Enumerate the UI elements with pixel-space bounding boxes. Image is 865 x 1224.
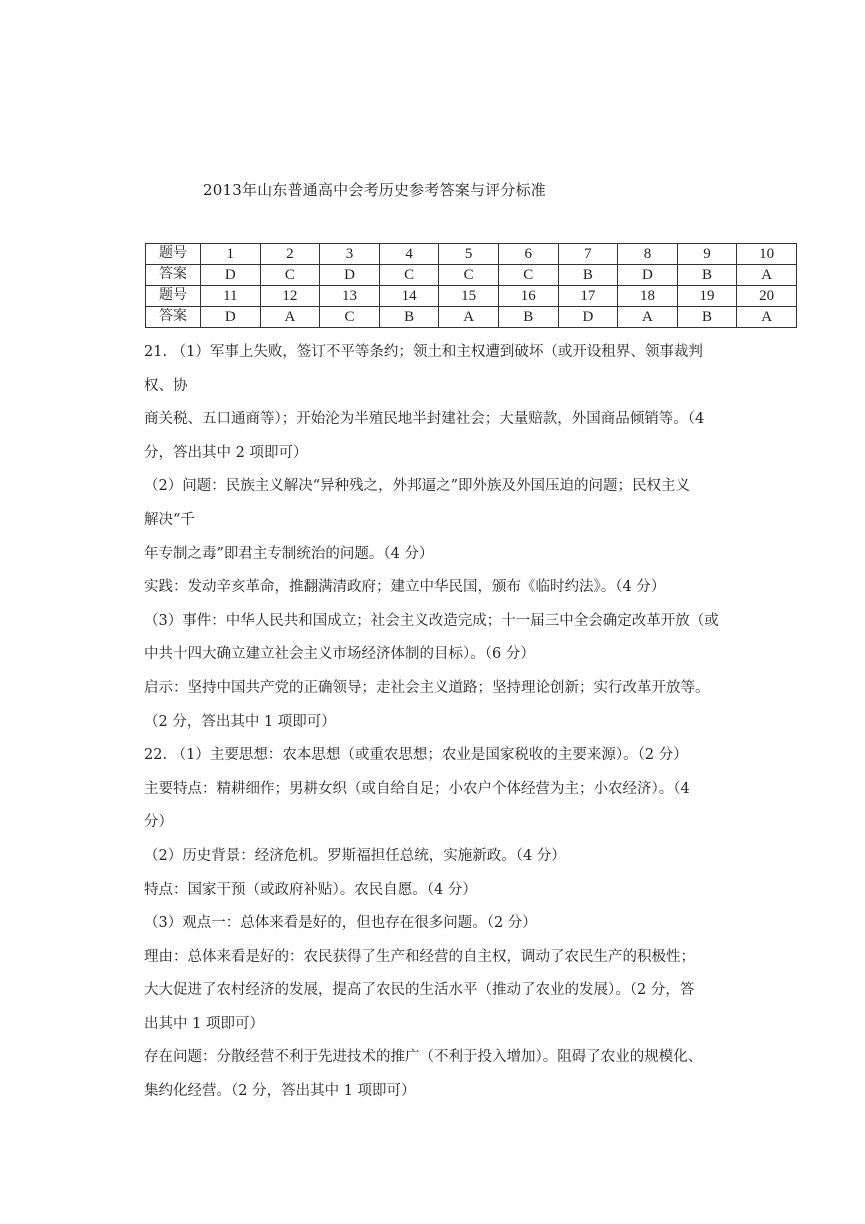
table-cell: A [737, 265, 797, 286]
table-cell: 19 [677, 286, 737, 307]
text-line: 22. （1）主要思想：农本思想（或重农思想；农业是国家税收的主要来源）。（2 分） [144, 747, 688, 764]
table-cell: A [260, 307, 320, 328]
text-line: （3）观点一：总体来看是好的，但也存在很多问题。（2 分） [144, 915, 537, 932]
table-cell: 1 [201, 244, 261, 265]
row-label: 答案 [146, 265, 201, 286]
table-cell: B [498, 307, 558, 328]
text-line: （2）历史背景：经济危机。罗斯福担任总统，实施新政。（4 分） [144, 847, 566, 864]
text-line: 大大促进了农村经济的发展，提高了农民的生活水平（推动了农业的发展）。（2 分，答 [144, 982, 695, 999]
answer-table [145, 243, 797, 328]
table-cell: B [558, 265, 618, 286]
text-line: 理由：总体来看是好的：农民获得了生产和经营的自主权，调动了农民生产的积极性； [144, 948, 695, 965]
text-line: 主要特点：精耕细作；男耕女织（或自给自足；小农户个体经营为主；小农经济）。（4 [144, 780, 690, 797]
table-cell: C [320, 307, 380, 328]
text-line: （2 分，答出其中 1 项即可） [144, 713, 336, 730]
table-cell: 8 [618, 244, 678, 265]
table-cell: D [618, 265, 678, 286]
table-cell: C [439, 265, 499, 286]
table-cell: 3 [320, 244, 380, 265]
text-line: （3）事件：中华人民共和国成立；社会主义改造完成；十一届三中全会确定改革开放（或 [144, 612, 719, 629]
table-cell: A [618, 307, 678, 328]
table-cell: B [379, 307, 439, 328]
table-cell: 5 [439, 244, 499, 265]
table-row [146, 307, 797, 328]
text-line: 集约化经营。（2 分，答出其中 1 项即可） [144, 1083, 416, 1100]
table-cell: 20 [737, 286, 797, 307]
text-line: （2）问题：民族主义解决“异种残之，外邦逼之”即外族及外国压迫的问题；民权主义 [144, 478, 691, 495]
table-cell: 6 [498, 244, 558, 265]
table-cell: 12 [260, 286, 320, 307]
table-cell: D [201, 265, 261, 286]
text-line: 解决“千 [144, 511, 195, 528]
text-line: 启示：坚持中国共产党的正确领导；走社会主义道路；坚持理论创新；实行改革开放等。 [144, 679, 710, 696]
text-line: 存在问题：分散经营不利于先进技术的推广（不利于投入增加）。阻碍了农业的规模化、 [144, 1049, 703, 1066]
text-line: 21. （1）军事上失败，签订不平等条约；领土和主权遭到破坏（或开设租界、领事裁判 [144, 344, 703, 360]
table-cell: D [320, 265, 380, 286]
table-cell: B [677, 265, 737, 286]
table-cell: C [379, 265, 439, 286]
table-cell: 17 [558, 286, 618, 307]
text-line: 特点：国家干预（或政府补贴）。农民自愿。（4 分） [144, 881, 477, 898]
table-row [146, 265, 797, 286]
row-label: 题号 [146, 286, 201, 307]
table-cell: C [498, 265, 558, 286]
row-label: 答案 [146, 307, 201, 328]
document-title: 2013年山东普通高中会考历史参考答案与评分标准 [203, 181, 546, 199]
row-label: 题号 [146, 244, 201, 265]
text-line: 年专制之毒”即君主专制统治的问题。（4 分） [144, 545, 434, 562]
table-cell: 18 [618, 286, 678, 307]
table-row [146, 244, 797, 265]
table-cell: B [677, 307, 737, 328]
table-cell: 10 [737, 244, 797, 265]
table-cell: 13 [320, 286, 380, 307]
text-line: 中共十四大确立建立社会主义市场经济体制的目标）。（6 分） [144, 646, 535, 663]
table-cell: 9 [677, 244, 737, 265]
text-line: 实践：发动辛亥革命，推翻满清政府；建立中华民国，颁布《临时约法》。（4 分） [144, 579, 666, 596]
table-cell: D [558, 307, 618, 328]
table-cell: A [737, 307, 797, 328]
text-line: 分，答出其中 2 项即可） [144, 444, 308, 461]
table-cell: 2 [260, 244, 320, 265]
table-cell: 15 [439, 286, 499, 307]
table-cell: A [439, 307, 499, 328]
table-cell: 14 [379, 286, 439, 307]
table-cell: 16 [498, 286, 558, 307]
table-row [146, 286, 797, 307]
answer-text [144, 336, 750, 1109]
table-cell: C [260, 265, 320, 286]
text-line: 权、协 [144, 377, 188, 394]
table-cell: 11 [201, 286, 261, 307]
table-cell: 7 [558, 244, 618, 265]
text-line: 出其中 1 项即可） [144, 1015, 264, 1032]
table-cell: 4 [379, 244, 439, 265]
text-line: 商关税、五口通商等）；开始沦为半殖民地半封建社会；大量赔款，外国商品倾销等。（4 [144, 411, 705, 428]
table-cell: D [201, 307, 261, 328]
text-line: 分） [144, 814, 173, 831]
